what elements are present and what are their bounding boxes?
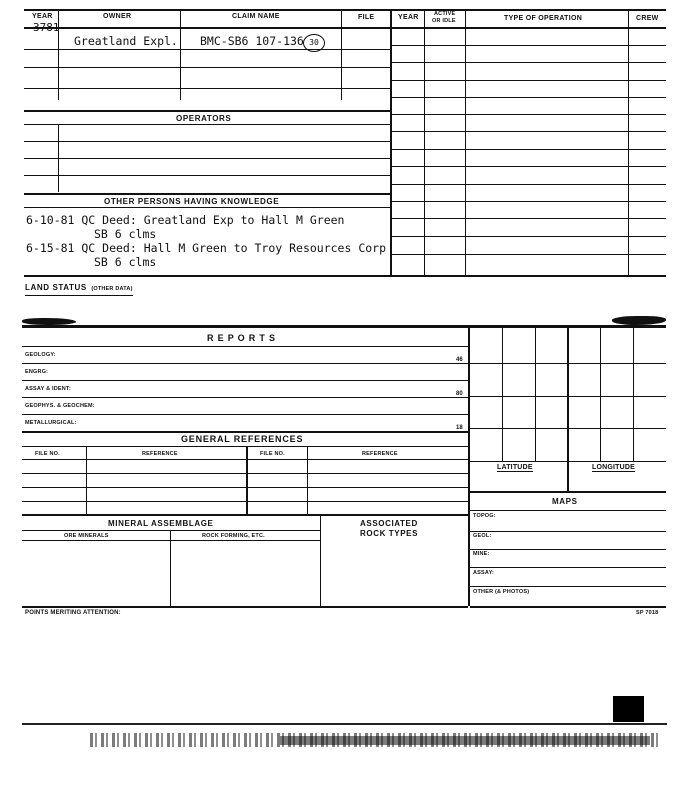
rock-forming-header: ROCK FORMING, ETC. — [202, 533, 265, 539]
gr-row-line — [22, 487, 468, 488]
maps-other: OTHER (& PHOTOS) — [473, 589, 530, 595]
scan-noise-line — [22, 723, 667, 725]
maps-title-border — [470, 510, 666, 511]
maps-row — [470, 531, 666, 532]
reports-metallurgical-num: 18 — [456, 425, 463, 431]
fold-smudge-left — [22, 318, 76, 325]
maps-row — [470, 567, 666, 568]
reports-row-line — [22, 363, 468, 364]
reports-assay: ASSAY & IDENT: — [25, 386, 71, 392]
associated-rock-types-2: ROCK TYPES — [360, 529, 419, 538]
row-line — [24, 141, 390, 142]
reports-row-line — [22, 414, 468, 415]
gr-row-line — [22, 501, 468, 502]
header-year-2: YEAR — [398, 14, 419, 21]
points-meriting-attention: POINTS MERITING ATTENTION: — [25, 610, 121, 616]
general-references-title: GENERAL REFERENCES — [181, 434, 304, 444]
right-row-line — [392, 184, 666, 185]
reports-title-border — [22, 346, 468, 347]
operators-top-border — [24, 110, 390, 112]
reports-geophys: GEOPHYS. & GEOCHEM: — [25, 403, 95, 409]
gr-row-line — [22, 459, 468, 460]
right-row-line — [392, 218, 666, 219]
mineral-title-border — [22, 530, 320, 531]
maps-assay: ASSAY: — [473, 570, 495, 576]
reports-geology-num: 46 — [456, 357, 463, 363]
entry-owner: Greatland Expl. — [74, 34, 178, 48]
longitude-label: LONGITUDE — [592, 464, 636, 471]
header-crew: CREW — [636, 15, 659, 22]
reports-assay-num: 80 — [456, 391, 463, 397]
maps-bottom-border — [470, 606, 666, 608]
entry-claim-name: BMC-SB6 107-136 — [200, 34, 304, 48]
gr-reference-1: REFERENCE — [142, 451, 178, 457]
knowledge-entry-1-line2: SB 6 clms — [94, 227, 157, 241]
gr-bottom-border — [22, 514, 468, 516]
grid-col-mid — [567, 326, 569, 491]
knowledge-entry-1-line1: 6-10-81 QC Deed: Greatland Exp to Hall M Green — [26, 213, 345, 227]
land-status-heading — [25, 277, 133, 296]
header-owner: OWNER — [103, 13, 132, 20]
header-active: ACTIVE — [434, 11, 456, 17]
grid-col — [502, 326, 503, 461]
mineral-bottom-border — [22, 606, 468, 608]
row-line — [24, 67, 390, 68]
lower-top-border — [22, 325, 666, 328]
grid-row — [470, 396, 666, 397]
reports-engrg: ENGRG: — [25, 369, 49, 375]
reports-bottom-border — [22, 431, 468, 433]
knowledge-entry-2-line1: 6-15-81 QC Deed: Hall M Green to Troy Resources Corp — [26, 241, 387, 255]
maps-topog: TOPOG: — [473, 513, 496, 519]
reports-row-line — [22, 397, 468, 398]
maps-row — [470, 549, 666, 550]
ore-minerals-header: ORE MINERALS — [64, 533, 109, 539]
right-row-line — [392, 254, 666, 255]
mineral-col-header-border — [22, 540, 320, 541]
header-bottom-border — [24, 27, 666, 29]
right-row-line — [392, 62, 666, 63]
header-or-idle: OR IDLE — [432, 18, 456, 24]
fold-smudge-right — [612, 316, 666, 325]
gr-row-line — [22, 473, 468, 474]
mineral-assemblage-title: MINERAL ASSEMBLAGE — [108, 519, 214, 528]
circled-note: 30 — [303, 34, 325, 52]
gr-col-line — [307, 446, 308, 514]
reports-metallurgical: METALLURGICAL: — [25, 420, 77, 426]
top-border — [24, 9, 666, 11]
right-row-line — [392, 201, 666, 202]
grid-row — [470, 428, 666, 429]
gr-file-no-1: FILE NO. — [35, 451, 60, 457]
right-row-line — [392, 236, 666, 237]
mineral-col-line — [170, 530, 171, 606]
header-file: FILE — [358, 14, 375, 21]
knowledge-header-border — [24, 207, 390, 208]
right-row-line — [392, 131, 666, 132]
divider-owner — [180, 10, 181, 100]
row-line — [24, 158, 390, 159]
grid-row — [470, 461, 666, 462]
header-claim-name: CLAIM NAME — [232, 13, 280, 20]
land-status-sublabel: (OTHER DATA) — [91, 286, 133, 292]
gr-file-no-2: FILE NO. — [260, 451, 285, 457]
knowledge-top-border — [24, 193, 390, 195]
right-row-line — [392, 97, 666, 98]
row-line — [24, 49, 390, 50]
right-row-line — [392, 114, 666, 115]
operators-header-border — [24, 124, 390, 125]
header-type-of-operation: TYPE OF OPERATION — [504, 15, 583, 22]
land-status-label: LAND STATUS — [25, 283, 87, 292]
grid-col — [535, 326, 536, 461]
operators-caption: OPERATORS — [176, 114, 232, 123]
gr-reference-2: REFERENCE — [362, 451, 398, 457]
right-row-line — [392, 166, 666, 167]
latitude-label: LATITUDE — [497, 464, 533, 471]
reports-title: R E P O R T S — [207, 333, 276, 343]
reports-geology: GEOLOGY: — [25, 352, 56, 358]
right-row-line — [392, 45, 666, 46]
maps-row — [470, 586, 666, 587]
gr-col-line — [86, 446, 87, 514]
entry-year: 3781 — [33, 21, 60, 34]
maps-title: MAPS — [552, 497, 578, 506]
grid-col — [600, 326, 601, 461]
maps-geol: GEOL: — [473, 533, 492, 539]
general-references-title-border — [22, 446, 468, 447]
associated-rock-types-1: ASSOCIATED — [360, 519, 418, 528]
right-row-line — [392, 149, 666, 150]
lower-main-divider — [468, 326, 470, 606]
row-line — [24, 88, 390, 89]
mineral-col-line — [320, 514, 321, 606]
coords-bottom-border — [470, 491, 666, 493]
knowledge-entry-2-line2: SB 6 clms — [94, 255, 157, 269]
other-persons-caption: OTHER PERSONS HAVING KNOWLEDGE — [104, 197, 280, 206]
right-row-line — [392, 80, 666, 81]
form-code: SP 7018 — [636, 610, 659, 616]
grid-col — [633, 326, 634, 461]
row-line — [24, 175, 390, 176]
reports-row-line — [22, 380, 468, 381]
scan-noise-band — [280, 736, 650, 745]
header-year: YEAR — [32, 13, 53, 20]
divider-claim — [341, 10, 342, 100]
black-square-mark — [613, 696, 644, 722]
gr-col-line — [246, 446, 248, 514]
maps-mine: MINE: — [473, 551, 490, 557]
grid-row — [470, 363, 666, 364]
